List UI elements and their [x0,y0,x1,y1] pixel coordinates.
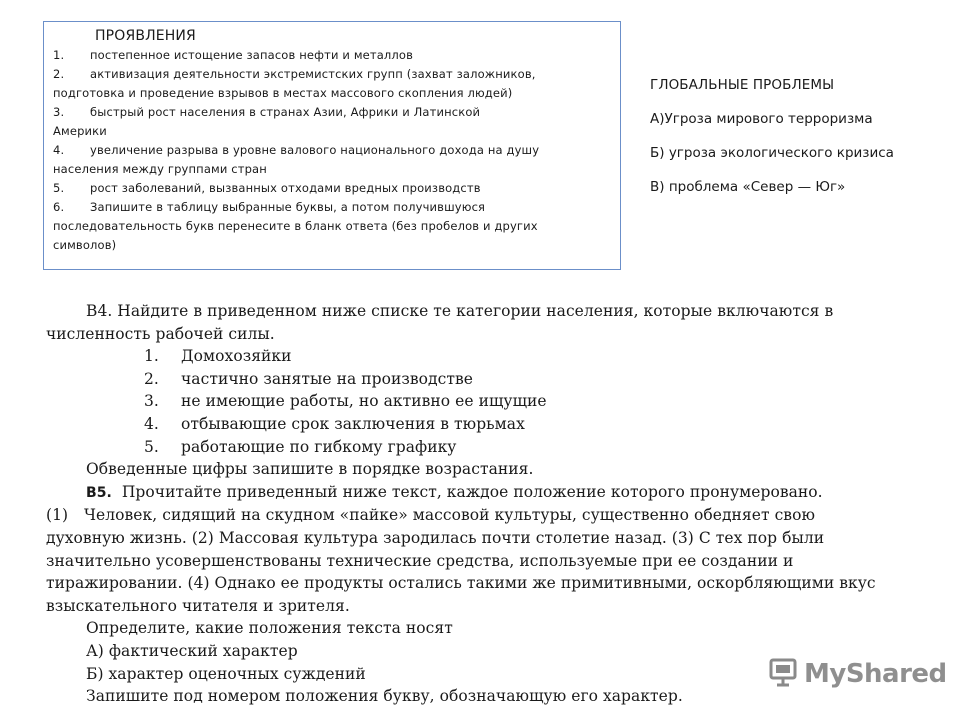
b4-item-number: 5. [144,437,159,456]
b4-list-item [46,390,926,413]
presentation-board-icon [768,657,798,691]
b4-item-number: 4. [144,414,159,433]
manifestation-text: увеличение разрыва в уровне валового национального дохода на душу [90,143,540,157]
global-problem-c: В) проблема «Север — Юг» [650,179,846,195]
b5-p1-number: (1) [46,506,69,525]
manifestations-list [53,46,614,255]
b5-text-line: взыскательного читателя и зрителя. [46,596,350,615]
manifestation-text: быстрый рост населения в странах Азии, Африки и Латинской [90,105,481,119]
b4-item-text: Домохозяйки [181,347,292,366]
b4-item-text: частично занятые на производстве [181,369,473,388]
b5-p1-text: Человек, сидящий на скудном «пайке» массовой культуры, существенно обедняет свою [84,506,816,525]
b4-item-text: не имеющие работы, но активно ее ищущие [181,392,547,411]
manifestation-number: 4. [53,143,65,157]
manifestation-text: постепенное истощение запасов нефти и металлов [90,48,414,62]
manifestation-item-cont [53,160,614,179]
b5-intro [46,481,926,505]
b4-list-item [46,368,926,391]
b4-question-cont: численность рабочей силы. [46,324,275,343]
b4-item-text: отбывающие срок заключения в тюрьмах [181,414,525,433]
b5-instruction: Запишите под номером положения букву, обозначающую его характер. [86,687,683,706]
global-problems-title: ГЛОБАЛЬНЫЕ ПРОБЛЕМЫ [650,77,835,93]
manifestations-title: ПРОЯВЛЕНИЯ [95,28,196,44]
global-problems [650,68,950,204]
manifestation-item [53,179,614,198]
manifestation-text: символов) [53,238,117,252]
manifestation-item-cont [53,217,614,236]
manifestations-box [43,21,621,270]
b5-text-line: тиражировании. (4) Однако ее продукты остались такими же примитивными, оскорбляющими вкус [46,574,876,593]
global-problem-b: Б) угроза экологического кризиса [650,145,894,161]
manifestation-item [53,141,614,160]
b4-list-item [46,436,926,459]
manifestation-item [53,103,614,122]
b5-paragraph-first [46,504,926,527]
b4-item-number: 1. [144,347,159,366]
manifestation-item [53,65,614,84]
manifestation-text: Америки [53,124,107,138]
manifestation-item [53,46,614,65]
watermark-text: MyShared [804,659,947,689]
manifestation-number: 2. [53,67,65,81]
manifestation-number: 6. [53,200,65,214]
b4-list-item [46,345,926,368]
b4-item-text: работающие по гибкому графику [181,437,457,456]
manifestation-text: населения между группами стран [53,162,267,176]
manifestation-number: 1. [53,48,65,62]
manifestation-item-cont [53,122,614,141]
b5-question: Определите, какие положения текста носят [86,619,453,638]
b4-item-number: 3. [144,392,159,411]
b4-footer: Обведенные цифры запишите в порядке возрастания. [86,460,534,479]
manifestation-text: Запишите в таблицу выбранные буквы, а потом получившуюся [90,200,486,214]
manifestation-item-cont [53,236,614,255]
manifestation-item-cont [53,84,614,103]
manifestation-text: последовательность букв перенесите в бланк ответа (без пробелов и других [53,219,538,233]
b5-label: В5. [86,484,112,501]
b4-item-number: 2. [144,369,159,388]
b5-option-a: А) фактический характер [86,641,298,660]
b5-text-line: духовную жизнь. (2) Массовая культура зародилась почти столетие назад. (3) С тех пор были [46,528,825,547]
b5-text-line: значительно усовершенствованы технические средства, используемые при ее создании и [46,551,794,570]
b4-question: В4. Найдите в приведенном ниже списке те категории населения, которые включаются в [86,302,834,320]
manifestation-text: подготовка и проведение взрывов в местах массового скопления людей) [53,86,513,100]
b5-intro-text: Прочитайте приведенный ниже текст, каждое положение которого пронумеровано. [121,482,823,501]
main-text [46,300,926,708]
manifestation-number: 3. [53,105,65,119]
manifestation-text: рост заболеваний, вызванных отходами вредных производств [90,181,481,195]
b5-option-b: Б) характер оценочных суждений [86,664,366,683]
global-problem-a: А)Угроза мирового терроризма [650,111,873,127]
manifestation-number: 5. [53,181,65,195]
b4-list-item [46,413,926,436]
manifestation-item [53,198,614,217]
myshared-watermark [768,656,947,692]
b4-list [46,345,926,458]
manifestation-text: активизация деятельности экстремистских групп (захват заложников, [90,67,536,81]
